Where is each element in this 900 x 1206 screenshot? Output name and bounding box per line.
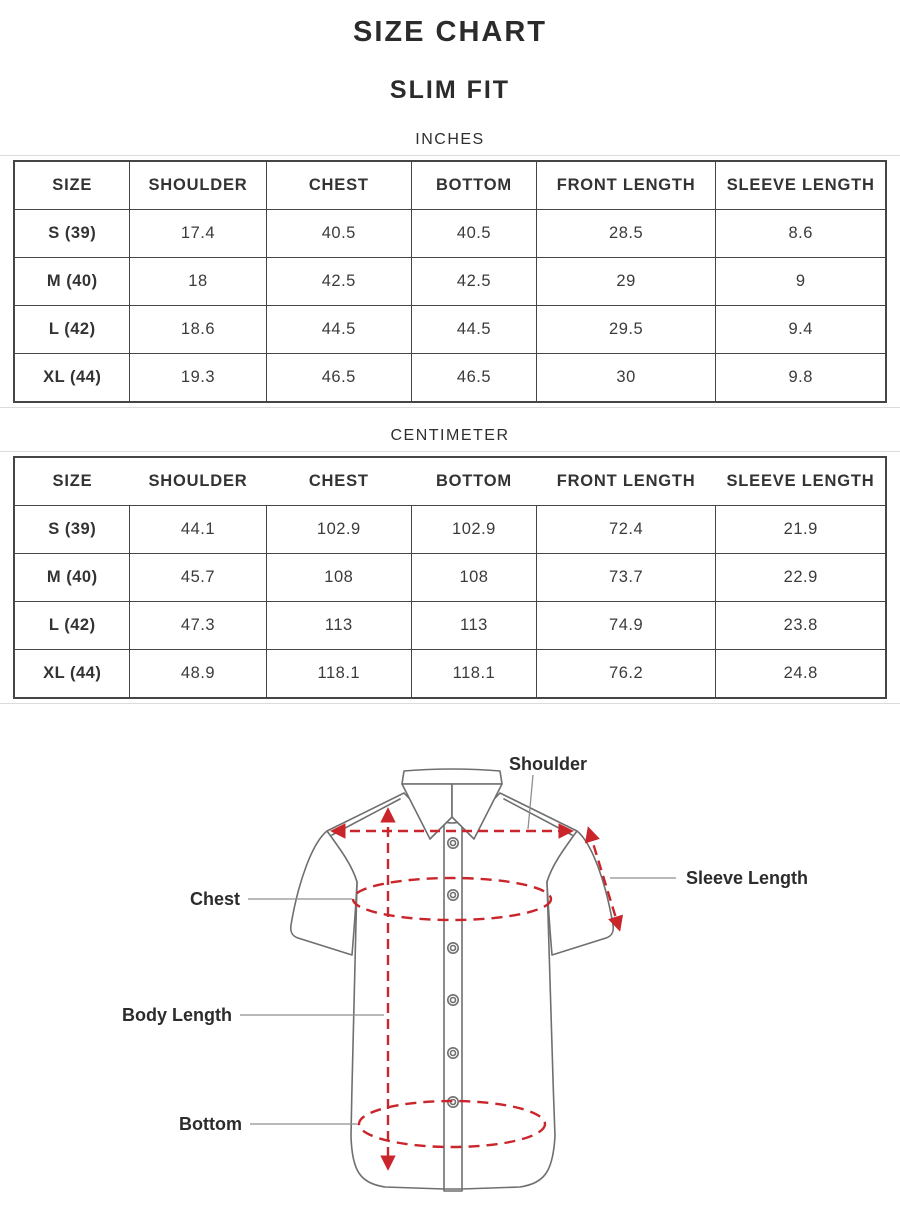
column-header-sleeve-length: SLEEVE LENGTH [716,161,886,210]
value-cell: 76.2 [536,650,716,699]
fit-subtitle: SLIM FIT [389,76,511,105]
shoulder-label: Shoulder [508,754,588,775]
value-cell: 18 [130,258,266,306]
size-table-inches [13,160,887,403]
unit-label-centimeter: CENTIMETER [390,427,510,445]
shirt-button [448,1048,458,1058]
column-header-size: SIZE [14,457,130,506]
centimeter-table-band [0,451,900,704]
chest-label: Chest [189,889,240,910]
table-row [14,650,886,699]
inches-table-band [0,155,900,408]
shirt-button [448,890,458,900]
value-cell: 40.5 [412,210,537,258]
size-cell: S (39) [14,210,130,258]
value-cell: 21.9 [716,506,886,554]
table-row [14,354,886,403]
shirt-measurement-diagram [0,731,900,1201]
value-cell: 46.5 [412,354,537,403]
value-cell: 102.9 [266,506,412,554]
table-row [14,258,886,306]
shirt-body [327,793,577,1189]
value-cell: 29 [536,258,716,306]
size-cell: S (39) [14,506,130,554]
value-cell: 108 [266,554,412,602]
value-cell: 9.4 [716,306,886,354]
table-header-row [14,457,886,506]
unit-label-inches: INCHES [415,131,485,149]
shirt-outline [291,769,613,1191]
value-cell: 9 [716,258,886,306]
value-cell: 23.8 [716,602,886,650]
value-cell: 74.9 [536,602,716,650]
bottom-label: Bottom [179,1114,242,1135]
value-cell: 28.5 [536,210,716,258]
column-header-shoulder: SHOULDER [130,457,266,506]
value-cell: 73.7 [536,554,716,602]
table-row [14,306,886,354]
column-header-front-length: FRONT LENGTH [536,161,716,210]
table-row [14,554,886,602]
value-cell: 44.1 [130,506,266,554]
size-cell: XL (44) [14,650,130,699]
shirt-button [448,995,458,1005]
table-header-row [14,161,886,210]
column-header-chest: CHEST [266,161,412,210]
value-cell: 40.5 [266,210,412,258]
value-cell: 42.5 [266,258,412,306]
measurement-diagram-section [0,731,900,1206]
value-cell: 17.4 [130,210,266,258]
body-length-label: Body Length [122,1005,232,1026]
value-cell: 8.6 [716,210,886,258]
value-cell: 102.9 [412,506,537,554]
value-cell: 18.6 [130,306,266,354]
column-header-sleeve-length: SLEEVE LENGTH [716,457,886,506]
column-header-bottom: BOTTOM [412,457,537,506]
size-table-centimeter [13,456,887,699]
size-cell: L (42) [14,602,130,650]
value-cell: 9.8 [716,354,886,403]
value-cell: 29.5 [536,306,716,354]
value-cell: 108 [412,554,537,602]
shirt-button [448,943,458,953]
size-cell: XL (44) [14,354,130,403]
column-header-size: SIZE [14,161,130,210]
value-cell: 19.3 [130,354,266,403]
value-cell: 45.7 [130,554,266,602]
value-cell: 46.5 [266,354,412,403]
value-cell: 30 [536,354,716,403]
table-row [14,506,886,554]
sleeve-length-label: Sleeve Length [686,868,809,889]
size-cell: M (40) [14,258,130,306]
value-cell: 42.5 [412,258,537,306]
table-row [14,210,886,258]
column-header-bottom: BOTTOM [412,161,537,210]
column-header-front-length: FRONT LENGTH [536,457,716,506]
value-cell: 44.5 [266,306,412,354]
value-cell: 118.1 [412,650,537,699]
value-cell: 47.3 [130,602,266,650]
column-header-shoulder: SHOULDER [130,161,266,210]
size-cell: M (40) [14,554,130,602]
value-cell: 72.4 [536,506,716,554]
shirt-button [448,838,458,848]
value-cell: 113 [266,602,412,650]
collar-band [402,769,502,784]
size-cell: L (42) [14,306,130,354]
value-cell: 22.9 [716,554,886,602]
value-cell: 24.8 [716,650,886,699]
page-title: SIZE CHART [353,16,547,48]
value-cell: 48.9 [130,650,266,699]
table-row [14,602,886,650]
value-cell: 118.1 [266,650,412,699]
column-header-chest: CHEST [266,457,412,506]
value-cell: 44.5 [412,306,537,354]
value-cell: 113 [412,602,537,650]
